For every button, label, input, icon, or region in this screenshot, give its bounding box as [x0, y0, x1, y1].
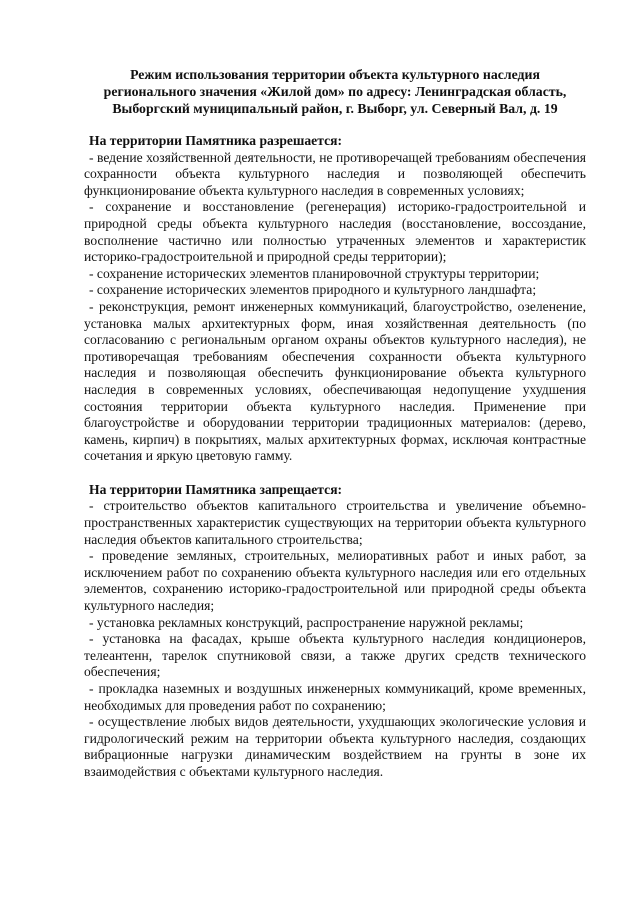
section-spacer	[84, 465, 586, 482]
allowed-heading: На территории Памятника разрешается:	[89, 133, 342, 148]
title-line-3: Выборгский муниципальный район, г. Выборг, ул. Северный Вал, д. 19	[112, 101, 558, 116]
forbidden-item: - осуществление любых видов деятельности, ухудшающих экологические условия и гидрологический режим на территории объекта культурного наследия, создающих вибрационные нагрузки динамическим воздействием на грунты в зоне их взаимодействия с объектами культурного наследия.	[84, 714, 586, 779]
forbidden-item: - установка рекламных конструкций, распространение наружной рекламы;	[89, 614, 524, 630]
allowed-item: - сохранение и восстановление (регенерация) историко-градостроительной и природной среды объекта культурного наследия (восстановление, воссоздание, восполнение частично или полностью утраченных элементов и характеристик историко-градостроительной и природной среды территории);	[84, 199, 586, 265]
forbidden-item: - проведение земляных, строительных, мелиоративных работ и иных работ, за исключением работ по сохранению объекта культурного наследия или его отдельных элементов, сохранению историко-градостроительной или природной среды объекта культурного наследия;	[84, 548, 586, 614]
allowed-item: - ведение хозяйственной деятельности, не противоречащей требованиям обеспечения сохранности объекта культурного наследия и позволяющей обеспечить функционирование объекта культурного наследия в современных условиях;	[84, 149, 586, 198]
forbidden-item: - строительство объектов капитального строительства и увеличение объемно-пространственных характеристик существующих на территории объекта культурного наследия объектов капитального строительства;	[84, 498, 586, 547]
allowed-item: - сохранение исторических элементов природного и культурного ландшафта;	[89, 282, 537, 298]
title-line-2: регионального значения «Жилой дом» по адресу: Ленинградская область,	[103, 84, 567, 99]
forbidden-heading: На территории Памятника запрещается:	[89, 481, 343, 497]
allowed-section	[84, 133, 586, 465]
document-title	[84, 66, 586, 117]
title-line-1: Режим использования территории объекта культурного наследия	[130, 67, 540, 82]
allowed-item: - реконструкция, ремонт инженерных коммуникаций, благоустройство, озеленение, установка малых архитектурных форм, иная хозяйственная деятельность (по согласованию с региональным органом охраны объектов культурного наследия), не противоречащая требованиям обеспечения сохранности объекта культурного наследия и позволяющая обеспечить функционирование объекта культурного наследия в современных условиях, обеспечивающая недопущение ухудшения состояния территории объекта культурного наследия. Применение при благоустройстве и оборудовании территории традиционных материалов: (дерево, камень, кирпич) в покрытиях, малых архитектурных формах, исключая контрастные сочетания и яркую цветовую гамму.	[84, 298, 586, 464]
forbidden-section	[84, 482, 586, 781]
forbidden-item: - установка на фасадах, крыше объекта культурного наследия кондиционеров, телеантенн, тарелок спутниковой связи, а также других средств технического обеспечения;	[84, 631, 586, 680]
forbidden-item: - прокладка наземных и воздушных инженерных коммуникаций, кроме временных, необходимых для проведения работ по сохранению;	[84, 681, 586, 713]
allowed-item: - сохранение исторических элементов планировочной структуры территории;	[89, 265, 540, 281]
